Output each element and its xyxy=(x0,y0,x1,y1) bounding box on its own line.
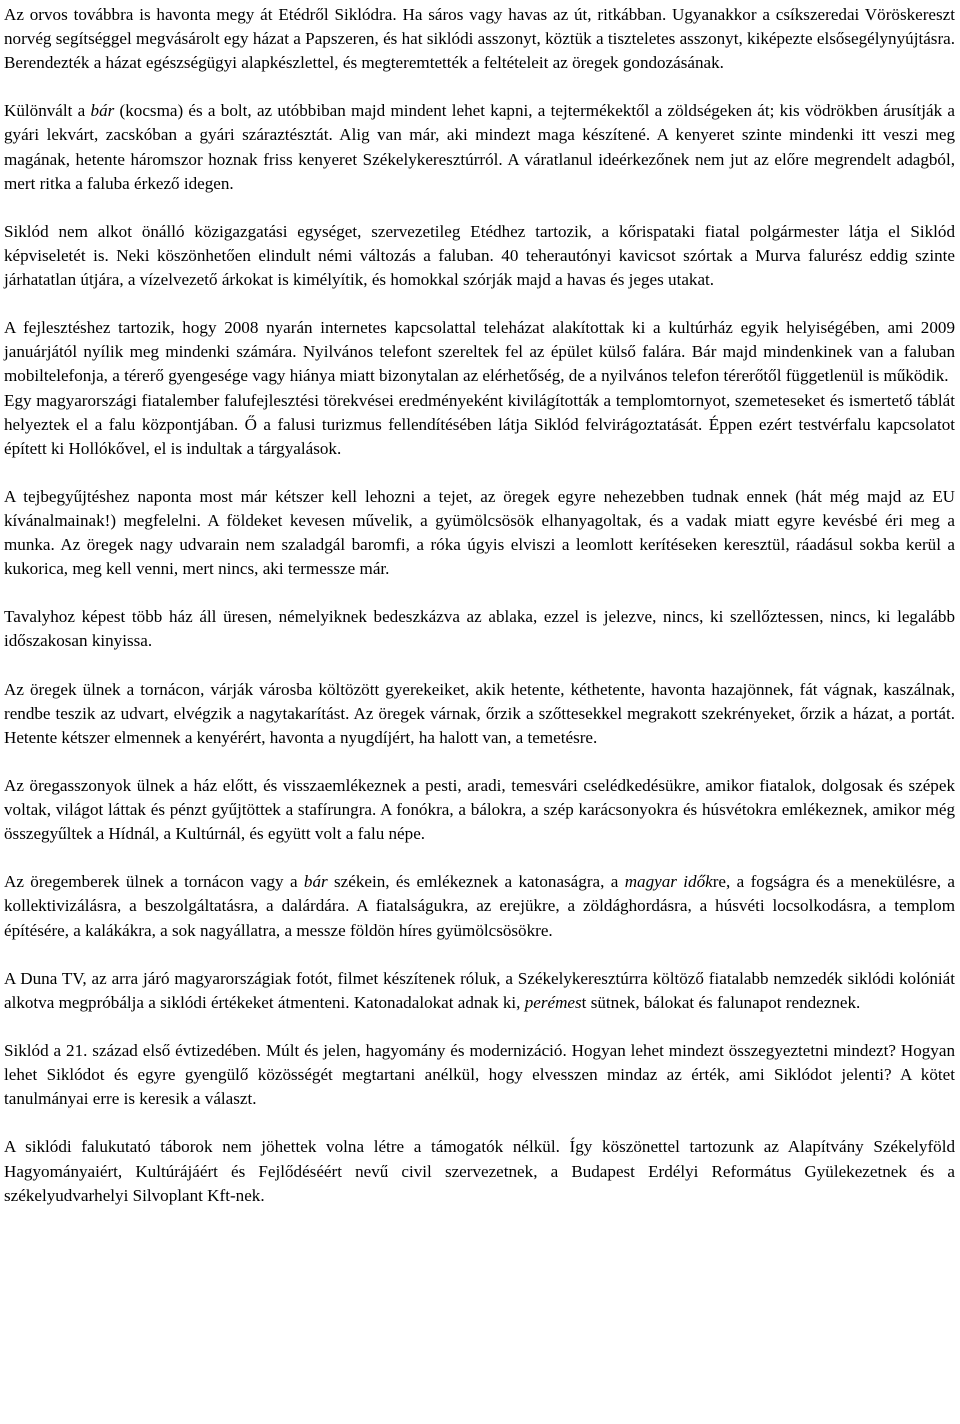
text-run: Az öregek ülnek a tornácon, várják városba költözött gyerekeiket, akik hetente, kéthetente, havonta hazajönnek, fát vágnak, kaszálnak, rendbe teszik az udvart, elvégzik a nagytakarítást. Az öregek várnak, őrzik a szőttesekkel megrakott szekrényeket, őrzik a házat, a portát. Hetente kétszer elmennek a kenyérért, havonta a nyugdíjért, ha halott van, a temetésre. xyxy=(4,679,955,747)
text-run: Siklód nem alkot önálló közigazgatási egységet, szervezetileg Etédhez tartozik, a kőrispataki fiatal polgármester látja el Siklód képviseletét is. Neki köszönhetően elindult némi változás a faluban. 40 teherautónyi kavicsot szórtak a Murva falurész eddig szinte járhatatlan útjára, a vízelvezető árkokat is kimélyítik, és homokkal szórják majd a havas és jeges utakat. xyxy=(4,221,955,290)
paragraph-internet xyxy=(4,316,955,388)
text-run: re, a fogságra és a menekülésre, a kollektivizálásra, a beszolgáltatásra, a dalárdára. A fiatalságukra, az erejükre, a zöldághordásra, a húsvéti locsolkodásra, a templom építésére, a kalákákra, a sok nagyállatra, a messze földön híres gyümölcsösökre. xyxy=(4,872,955,940)
paragraph-empty-houses xyxy=(4,605,955,653)
text-run: Különvált a xyxy=(4,101,91,121)
paragraph-administration xyxy=(4,220,955,292)
paragraph-acknowledgements xyxy=(4,1135,955,1207)
paragraph-old-women xyxy=(4,774,955,846)
paragraph-bar-and-shop xyxy=(4,99,955,195)
paragraph-milk-collection xyxy=(4,485,955,581)
text-run: Siklód a 21. század első évtizedében. Múlt és jelen, hagyomány és modernizáció. Hogyan lehet mindezt összegyeztetni mindezt? Hogyan lehet Siklódot és egyre gyengülő közösségét megtartani anélkül, hogy elvesszen mindaz az érték, ami Siklódot jelenti? A kötet tanulmányai erre is keresik a választ. xyxy=(4,1041,955,1109)
text-run: székein, és emlékeznek a katonaságra, a xyxy=(327,872,625,892)
text-run: t sütnek, bálokat és falunapot rendeznek. xyxy=(581,992,861,1012)
paragraph-tourism xyxy=(4,389,955,461)
text-run: Tavalyhoz képest több ház áll üresen, némelyiknek bedeszkázva az ablaka, ezzel is jelezve, nincs, ki szellőztessen, nincs, ki legalább időszakosan kinyissa. xyxy=(4,607,955,651)
document-body xyxy=(4,3,955,1208)
paragraph-duna-tv xyxy=(4,967,955,1015)
italic-run: bár xyxy=(90,101,115,121)
italic-run: bár xyxy=(303,872,328,892)
text-run: Az öregasszonyok ülnek a ház előtt, és visszaemlékeznek a pesti, aradi, temesvári cselédkedésükre, amikor fiatalok, dolgosak és szépek voltak, világot láttak és pénzt gyűjtöttek a stafírungra. A fonókra, a bálokra, a szép karácsonyokra és húsvétokra emlékeznek, amikor még összegyűltek a Hídnál, a Kultúrnál, és együtt volt a falu népe. xyxy=(4,776,955,844)
paragraph-21st-century xyxy=(4,1039,955,1111)
text-run: Az öregemberek ülnek a tornácon vagy a xyxy=(4,872,304,892)
italic-run: magyar idők xyxy=(624,872,713,892)
text-run: A siklódi falukutató táborok nem jöhettek volna létre a támogatók nélkül. Így köszönettel tartozunk az Alapítvány Székelyföld Hagyományaiért, Kultúrájáért és Fejlődéséért nevű civil szervezetnek, a Budapest Erdélyi Református Gyülekezetnek és a székelyudvarhelyi Silvoplant Kft-nek. xyxy=(4,1137,955,1205)
text-run: A fejlesztéshez tartozik, hogy 2008 nyarán internetes kapcsolattal teleházat alakítottak ki a kultúrház egyik helyiségében, ami 2009 januárjától nyílik meg mindenki számára. Nyilvános telefont szereltek fel az épület külső falára. Bár majd mindenkinek van a faluban mobiltelefonja, a térerő gyengesége vagy hiánya miatt bizonytalan az elérhetőség, de a nyilvános telefon térerőtől függetlenül is működik. xyxy=(4,318,955,386)
paragraph-elders-porch xyxy=(4,678,955,750)
text-run: (kocsma) és a bolt, az utóbbiban majd mindent lehet kapni, a tejtermékektől a zöldségeken át; kis vödrökben árusítják a gyári lekvárt, zacskóban a gyári száraztésztát. Alig van már, aki mindezt maga készítené. A kenyeret szinte mindenki itt veszi meg magának, hetente háromszor hoznak friss kenyeret Székelykeresztúrról. A váratlanul ideérkezőnek nem jut az előre megrendelt adagból, mert ritka a faluba érkező idegen. xyxy=(4,101,955,193)
text-run: Az orvos továbbra is havonta megy át Etédről Siklódra. Ha sáros vagy havas az út, ritkábban. Ugyanakkor a csíkszeredai Vöröskereszt norvég segítséggel megvásárolt egy házat a Papszeren, és hat siklódi asszonyt, köztük a tiszteletes asszonyt, kiképezte elsősegélynyújtásra. Berendezték a házat egészségügyi alapkészlettel, és megteremtették a feltételeit az öregek gondozásának. xyxy=(4,5,955,73)
text-run: A tejbegyűjtéshez naponta most már kétszer kell lehozni a tejet, az öregek egyre nehezebben tudnak ennek (hát még majd az EU kívánalmainak!) megfelelni. A földeket kevesen művelik, a gyümölcsösök elhanyagoltak, és a vadak miatt egyre kevésbé éri meg a munka. Az öregek nagy udvarain nem szaladgál baromfi, a róka úgyis elviszi a leomlott kerítéseken keresztül, ráadásul sokba kerül a kukorica, meg kell venni, mert nincs, aki termessze már. xyxy=(4,486,955,579)
paragraph-old-men xyxy=(4,870,955,942)
paragraph-doctor xyxy=(4,3,955,75)
italic-run: perémes xyxy=(524,992,582,1012)
text-run: A Duna TV, az arra járó magyarországiak fotót, filmet készítenek róluk, a Székelykeresztúrra költöző fiatalabb nemzedék siklódi kolóniát alkotva megpróbálja a siklódi értékeket átmenteni. Katonadalokat adnak ki, xyxy=(4,968,955,1012)
text-run: Egy magyarországi fiatalember falufejlesztési törekvései eredményeként kivilágították a templomtornyot, szemeteseket és ismertető táblát helyeztek el a falu központjában. Ő a falusi turizmus fellendítésében látja Siklód felvirágoztatását. Éppen ezért testvérfalu kapcsolatot épített ki Hollókővel, el is indultak a tárgyalások. xyxy=(4,390,955,458)
